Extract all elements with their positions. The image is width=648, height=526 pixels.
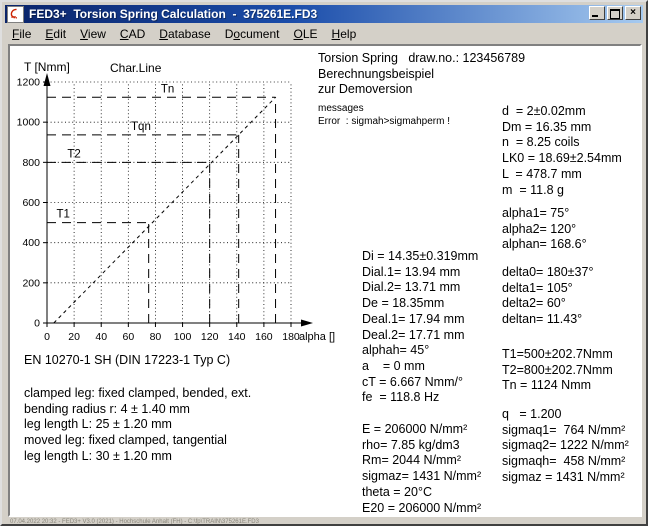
menu-item-view[interactable]: View: [80, 26, 106, 41]
results-torque: [502, 347, 613, 394]
text-line: EN 10270-1 SH (DIN 17223-1 Typ C): [24, 353, 231, 367]
text-line: q = 1.200: [502, 407, 562, 421]
text-line: sigmaq1= 764 N/mm²: [502, 422, 626, 437]
text-line: cT = 6.667 Nmm/°: [362, 374, 463, 389]
text-line: Dial.1= 13.94 mm: [362, 264, 461, 279]
text-line: T1=500±202.7Nmm: [502, 347, 613, 361]
svg-text:Tn: Tn: [160, 83, 175, 96]
text-line: sigmaz= 1431 N/mm²: [362, 469, 482, 484]
drawing-title: Torsion Spring draw.no.: 123456789: [318, 51, 526, 65]
svg-text:T2: T2: [67, 148, 81, 161]
drawing-subtitle: Berechnungsbeispiel: [318, 66, 435, 81]
text-line: Dial.2= 13.71 mm: [362, 280, 461, 295]
text-line: De = 18.35mm: [362, 296, 445, 311]
svg-text:40: 40: [95, 331, 108, 343]
window-title: FED3+ Torsion Spring Calculation - 375261E.FD3: [29, 7, 318, 21]
text-line: a = 0 mm: [362, 358, 425, 373]
svg-text:800: 800: [22, 156, 40, 169]
menu-item-help[interactable]: Help: [331, 26, 357, 41]
text-line: alphan= 168.6°: [502, 237, 587, 252]
app-icon: [7, 6, 24, 23]
menu-item-database[interactable]: Database: [159, 26, 211, 41]
text-line: L = 478.7 mm: [502, 166, 582, 181]
svg-text:20: 20: [68, 331, 80, 343]
status-bar: 07.04.2022 20:32 - FED3+ V3.0 (2021) - Hochschule Anhalt (FH) - C:\fp\TRAIN\375261E.FD3: [10, 519, 259, 525]
text-line: fe = 118.8 Hz: [362, 390, 440, 405]
text-line: Dm = 16.35 mm: [502, 119, 592, 134]
text-line: theta = 20°C: [362, 484, 432, 499]
messages-block: [318, 102, 450, 128]
text-line: delta2= 60°: [502, 296, 566, 311]
title-bar[interactable]: [5, 5, 643, 23]
svg-text:0: 0: [44, 331, 50, 343]
svg-text:Tqn: Tqn: [131, 120, 151, 133]
text-line: Deal.1= 17.94 mm: [362, 311, 465, 326]
drawing-subtitle2: zur Demoversion: [318, 82, 413, 97]
svg-text:600: 600: [22, 197, 40, 209]
text-line: leg length L: 30 ± 1.20 mm: [24, 448, 172, 463]
text-line: sigmaq2= 1222 N/mm²: [502, 438, 629, 453]
text-line: T2=800±202.7Nmm: [502, 362, 613, 377]
results-diameters: [362, 249, 478, 406]
svg-text:180: 180: [282, 331, 300, 343]
close-button[interactable]: ×: [625, 6, 641, 20]
text-line: Di = 14.35±0.319mm: [362, 249, 479, 263]
char-line-chart: [10, 46, 360, 358]
minimize-button[interactable]: [589, 6, 605, 20]
text-line: sigmaqh= 458 N/mm²: [502, 454, 626, 469]
text-line: leg length L: 25 ± 1.20 mm: [24, 417, 172, 432]
text-line: sigmaz = 1431 N/mm²: [502, 469, 625, 484]
svg-text:140: 140: [228, 331, 246, 343]
svg-text:Char.Line: Char.Line: [110, 61, 162, 75]
results-geometry: [502, 104, 622, 198]
svg-text:0: 0: [34, 317, 40, 330]
svg-text:T [Nmm]: T [Nmm]: [24, 60, 70, 74]
svg-text:160: 160: [255, 331, 273, 343]
text-line: Rm= 2044 N/mm²: [362, 453, 461, 468]
text-line: E20 = 206000 N/mm²: [362, 500, 482, 515]
titlebar-buttons: [589, 6, 641, 20]
leg-description: [24, 386, 251, 465]
results-alpha: [502, 206, 587, 253]
text-line: n = 8.25 coils: [502, 135, 580, 150]
text-line: alpha1= 75°: [502, 206, 570, 220]
text-line: LK0 = 18.69±2.54mm: [502, 151, 622, 166]
results-delta: [502, 265, 593, 328]
results-material: [362, 422, 481, 516]
menu-item-edit[interactable]: Edit: [45, 26, 67, 41]
text-line: clamped leg: fixed clamped, bended, ext.: [24, 386, 252, 400]
error-message: Error : sigmah>sigmahperm !: [318, 116, 450, 127]
maximize-button[interactable]: [607, 6, 623, 20]
svg-text:200: 200: [22, 277, 40, 290]
svg-text:1000: 1000: [16, 116, 40, 129]
text-line: bending radius r: 4 ± 1.40 mm: [24, 401, 190, 416]
text-line: rho= 7.85 kg/dm3: [362, 437, 460, 452]
text-line: E = 206000 N/mm²: [362, 422, 468, 436]
svg-text:120: 120: [200, 331, 219, 343]
text-line: alpha2= 120°: [502, 221, 577, 236]
menu-item-file[interactable]: File: [12, 26, 32, 41]
svg-text:T1: T1: [56, 208, 70, 221]
text-line: d = 2±0.02mm: [502, 104, 586, 118]
svg-text:80: 80: [149, 331, 162, 343]
text-line: Deal.2= 17.71 mm: [362, 327, 465, 342]
menu-item-document[interactable]: Document: [224, 26, 280, 41]
menu-item-cad[interactable]: CAD: [119, 26, 146, 41]
text-line: alphah= 45°: [362, 343, 430, 358]
text-line: deltan= 11.43°: [502, 312, 583, 327]
results-stress: [502, 407, 629, 486]
text-line: moved leg: fixed clamped, tangential: [24, 433, 227, 448]
text-line: delta1= 105°: [502, 280, 573, 295]
menu-bar: [5, 24, 643, 43]
messages-label: messages: [318, 103, 364, 114]
svg-text:alpha []: alpha []: [299, 331, 336, 343]
client-area: [8, 44, 642, 517]
material-standard: [24, 353, 230, 369]
text-line: Tn = 1124 Nmm: [502, 378, 592, 393]
menu-item-ole[interactable]: OLE: [293, 26, 318, 41]
svg-text:60: 60: [122, 331, 135, 343]
svg-text:100: 100: [173, 331, 192, 343]
drawing-header: [318, 51, 525, 98]
text-line: delta0= 180±37°: [502, 265, 594, 279]
text-line: m = 11.8 g: [502, 182, 564, 197]
svg-text:400: 400: [22, 237, 40, 250]
svg-text:1200: 1200: [16, 76, 40, 89]
